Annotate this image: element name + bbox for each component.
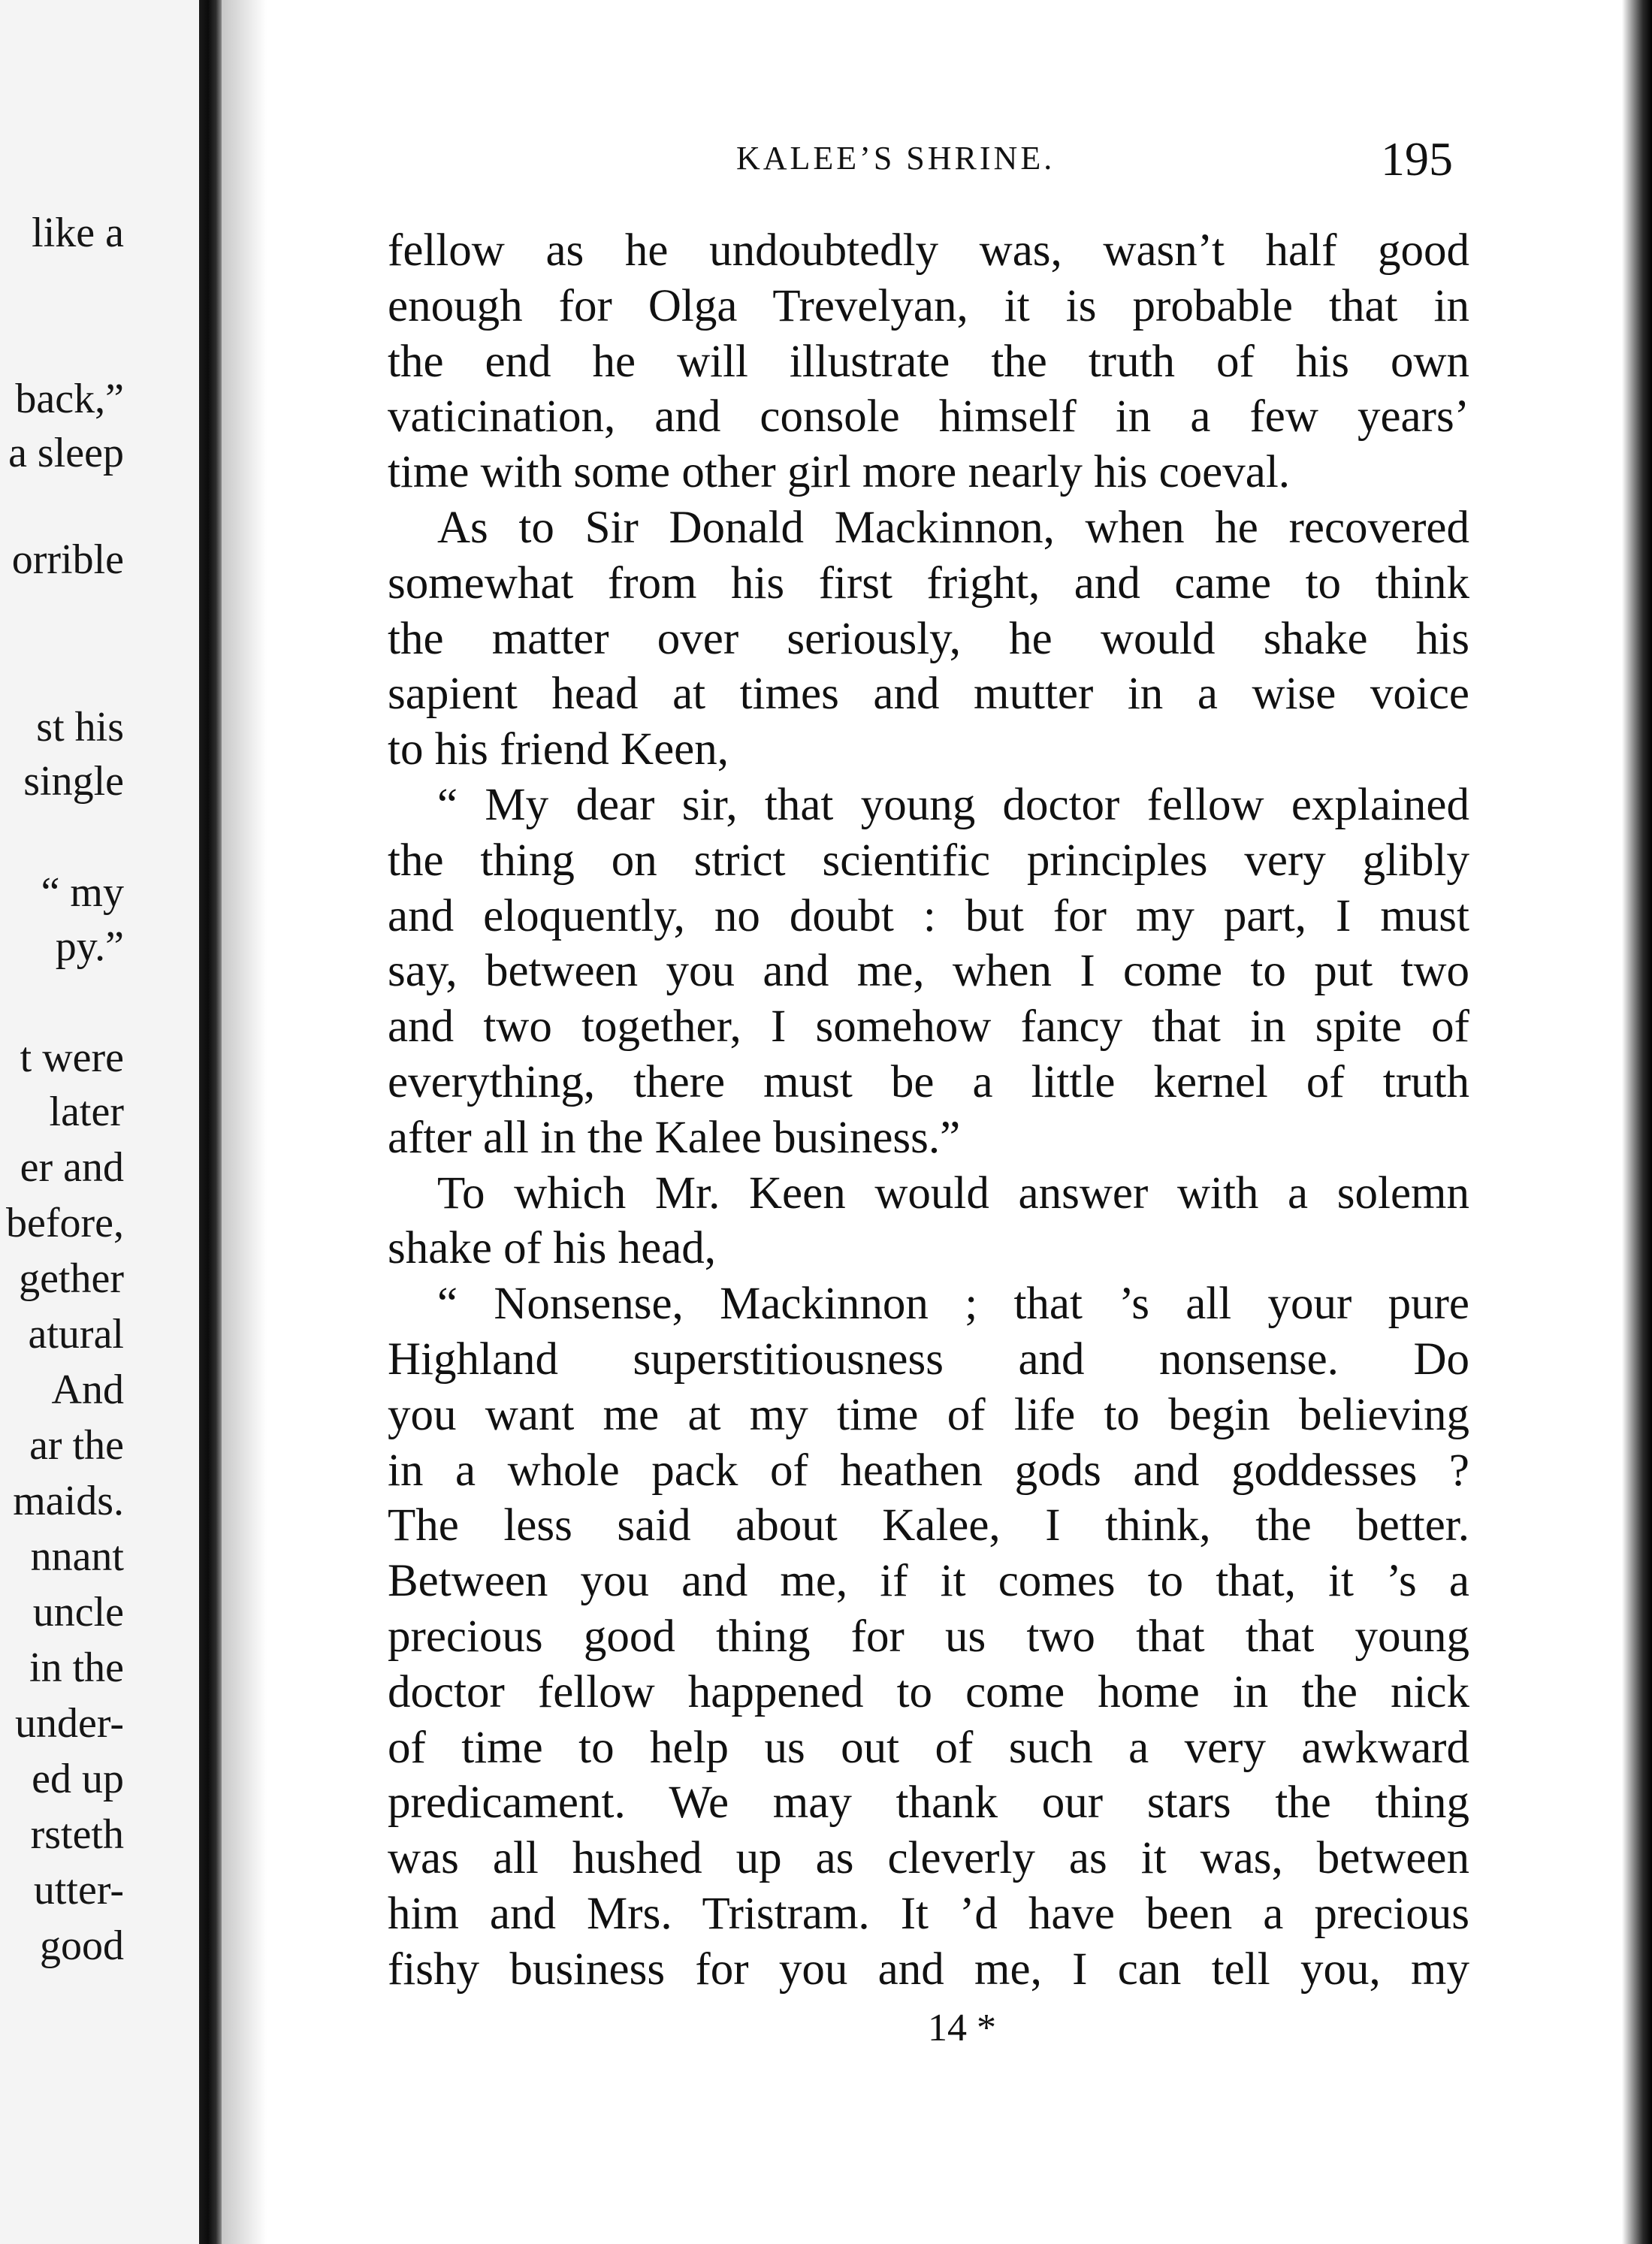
left-page-line: er and: [20, 1144, 124, 1191]
text-line: Between you and me, if it comes to that, it ’s a: [388, 1556, 1469, 1607]
text-line: was all hushed up as cleverly as it was, between: [388, 1833, 1469, 1884]
text-line: somewhat from his first fright, and came to think: [388, 557, 1469, 609]
left-facing-page: [0, 0, 199, 2244]
left-page-line: maids.: [13, 1478, 124, 1524]
text-line: vaticination, and console himself in a few years’: [388, 391, 1469, 442]
text-line: predicament. We may thank our stars the thing: [388, 1777, 1469, 1829]
text-line: fishy business for you and me, I can tell you, my: [388, 1943, 1469, 1995]
body-text: [388, 223, 1469, 1998]
text-line: precious good thing for us two that that young: [388, 1611, 1469, 1662]
left-page-line: nnant: [30, 1533, 124, 1580]
left-page-line: like a: [32, 210, 124, 256]
left-page-line: good: [40, 1922, 124, 1969]
text-line: in a whole pack of heathen gods and goddesses ?: [388, 1445, 1469, 1496]
left-page-line: back,”: [15, 376, 124, 422]
text-line: fellow as he undoubtedly was, wasn’t half good: [388, 225, 1469, 276]
left-page-line: ar the: [29, 1422, 124, 1469]
text-line: The less said about Kalee, I think, the better.: [388, 1500, 1469, 1551]
text-line: of time to help us out of such a very awkward: [388, 1722, 1469, 1773]
left-page-line: st his: [36, 704, 124, 751]
text-line: Highland superstitiousness and nonsense. Do: [388, 1333, 1469, 1385]
text-line: to his friend Keen,: [388, 724, 729, 775]
gutter-shadow: [222, 0, 267, 2244]
text-line: To which Mr. Keen would answer with a solemn: [437, 1167, 1469, 1219]
text-line: “ My dear sir, that young doctor fellow explained: [437, 779, 1469, 830]
left-page-line: t were: [20, 1034, 124, 1081]
text-line: him and Mrs. Tristram. It ’d have been a precious: [388, 1888, 1469, 1939]
page-number: 195: [1381, 132, 1453, 186]
text-line: you want me at my time of life to begin believing: [388, 1389, 1469, 1440]
text-line: and eloquently, no doubt : but for my part, I must: [388, 890, 1469, 941]
text-line: sapient head at times and mutter in a wise voice: [388, 669, 1469, 720]
left-page-line: under-: [14, 1700, 124, 1747]
left-page-line: orrible: [11, 536, 124, 583]
text-line: shake of his head,: [388, 1223, 717, 1274]
text-line: the end he will illustrate the truth of his own: [388, 336, 1469, 387]
left-page-line: And: [51, 1367, 124, 1413]
left-page-line: gether: [19, 1255, 124, 1302]
text-line: “ Nonsense, Mackinnon ; that ’s all your pure: [437, 1279, 1469, 1330]
text-line: As to Sir Donald Mackinnon, when he recovered: [437, 502, 1469, 553]
text-line: enough for Olga Trevelyan, it is probable that in: [388, 280, 1469, 331]
book-gutter: [199, 0, 222, 2244]
left-page-line: single: [23, 758, 124, 805]
left-page-line: “ my: [41, 869, 124, 916]
text-line: and two together, I somehow fancy that in spite of: [388, 1001, 1469, 1053]
left-page-line: later: [49, 1089, 124, 1135]
left-page-line: a sleep: [8, 430, 124, 476]
left-page-line: py.”: [55, 923, 124, 970]
text-line: doctor fellow happened to come home in the nick: [388, 1666, 1469, 1717]
left-page-line: utter-: [33, 1867, 124, 1913]
text-line: the matter over seriously, he would shake his: [388, 613, 1469, 664]
text-line: say, between you and me, when I come to put two: [388, 946, 1469, 997]
text-line: after all in the Kalee business.”: [388, 1112, 961, 1163]
signature-mark: 14 *: [928, 2007, 996, 2049]
left-page-line: rsteth: [30, 1811, 124, 1858]
left-page-line: in the: [29, 1644, 124, 1691]
running-head: KALEE’S SHRINE.: [736, 140, 1056, 177]
left-page-line: atural: [28, 1311, 124, 1358]
left-page-line: before,: [5, 1200, 124, 1246]
page-edge-shadow: [1622, 0, 1652, 2244]
text-line: everything, there must be a little kernel of truth: [388, 1056, 1469, 1107]
text-line: the thing on strict scientific principles very glibly: [388, 835, 1469, 886]
left-page-line: uncle: [32, 1589, 124, 1635]
left-page-line: ed up: [32, 1756, 124, 1802]
text-line: time with some other girl more nearly his coeval.: [388, 447, 1291, 498]
